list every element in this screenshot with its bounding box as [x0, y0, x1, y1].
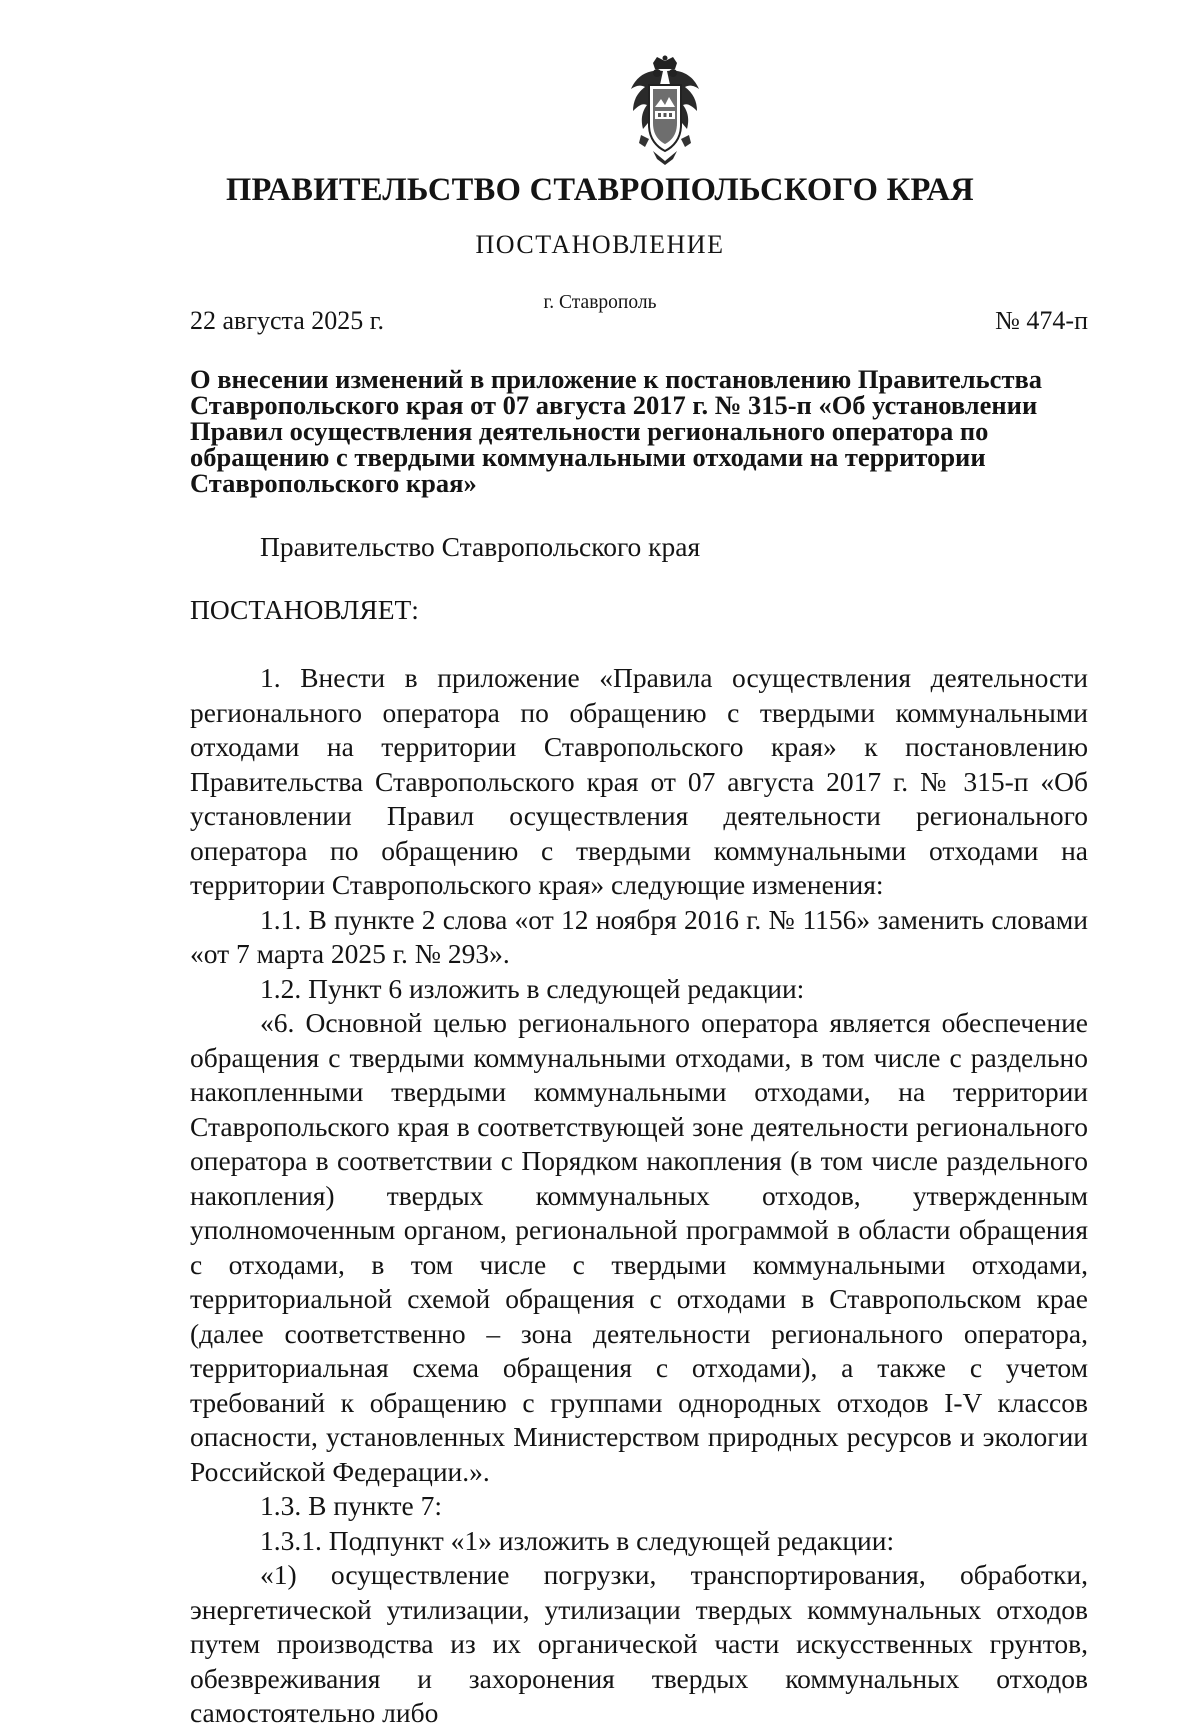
city: г. Ставрополь — [543, 292, 657, 313]
paragraph-1-3-1: 1.3.1. Подпункт «1» изложить в следующей редакции: — [260, 1524, 895, 1556]
document-type: ПОСТАНОВЛЕНИЕ — [475, 230, 725, 259]
paragraph-1: 1. Внести в приложение «Правила осуществления деятельности регионального оператора по обращению с твердыми коммунальными отходами на территории Ставропольского края» к постановлению Правительства Ставропольского края от 07 августа 2017 г. № 315-п «Об установлении Правил осуществления деятельности регионального оператора по обращению с твердыми коммунальными отходами на территории Ставропольского края» следующие изменения: — [190, 662, 1088, 900]
organization-title: ПРАВИТЕЛЬСТВО СТАВРОПОЛЬСКОГО КРАЯ — [225, 172, 975, 208]
document-date: 22 августа 2025 г. — [190, 306, 384, 335]
coat-of-arms-icon — [627, 55, 703, 167]
paragraph-1-3: 1.3. В пункте 7: — [260, 1490, 443, 1521]
document-body — [190, 530, 1088, 1731]
document-number: № 474-п — [995, 306, 1088, 335]
document-subject: О внесении изменений в приложение к постановлению Правительства Ставропольского края от 07 августа 2017 г. № 315-п «Об установлении Правил осуществления деятельности регионального оператора по обращению с твердыми коммунальными отходами на территории Ставропольского края» — [190, 364, 1043, 498]
paragraph-1-1: 1.1. В пункте 2 слова «от 12 ноября 2016 г. № 1156» заменить словами «от 7 марта 2025 г. № 293». — [190, 903, 1088, 969]
decree-word: ПОСТАНОВЛЯЕТ: — [190, 593, 419, 625]
subparagraph-1-text: «1) осуществление погрузки, транспортирования, обработки, энергетической утилизации, утилизации твердых коммунальных отходов путем производства из их органической части искусственных грунтов, обезвреживания и захоронения твердых коммунальных отходов самостоятельно либо — [190, 1559, 1088, 1728]
paragraph-1-2: 1.2. Пункт 6 изложить в следующей редакции: — [260, 972, 805, 1004]
paragraph-6-text: «6. Основной целью регионального оператора является обеспечение обращения с твердыми коммунальными отходами, в том числе с раздельно накопленными твердыми коммунальными отходами, на территории Ставропольского края в соответствующей зоне деятельности регионального оператора в соответствии с Порядком накопления (в том числе раздельного накопления) твердых коммунальных отходов, утвержденным уполномоченным органом, региональной программой в области обращения с отходами, в том числе с твердыми коммунальными отходами, территориальной схемой обращения с отходами в Ставропольском крае (далее соответственно – зона деятельности регионального оператора, территориальная схема обращения с отходами), а также с учетом требований к обращению с группами однородных отходов I-V классов опасности, установленных Министерством природных ресурсов и экологии Российской Федерации.». — [190, 1007, 1088, 1487]
lead-text: Правительство Ставропольского края — [260, 531, 701, 562]
